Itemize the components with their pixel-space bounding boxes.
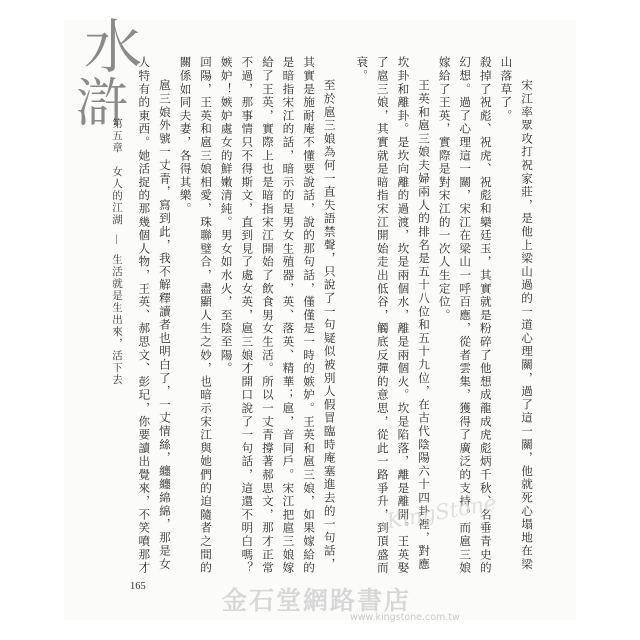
watermark-logo: KingStone (384, 490, 499, 534)
paragraph: 回陽，王英和扈三娘相愛，珠聯璧合，盡顯人生之妙，也暗示宋江與她們的迫隨者之間的關係如同夫妻，各得其樂。 (178, 56, 214, 575)
watermark-url: www.kingstone.com.tw (350, 612, 460, 623)
title-char-margin: 滸 (76, 74, 129, 134)
page-number: 165 (130, 581, 146, 592)
paragraph: 至於扈三娘為何一直失語禁聲，只說了一句疑似被別人假冒臨時庵塞進去的一句話，其實是施耐庵不懂要說話，說的那句話，僅僅是一時的嫉妒。王英和扈三娘，如果嫁給的是暗指宋江的話，暗示的是男女生殖器，英、落英、精華；扈，音同戶。宋江把扈三娘嫁給了王英，實際上也是暗指宋江開始了飲食男女生活。所以一丈青撐著郝思文，那才正常不過，那事情只不得斯文，直到見了處女英，扈三娘才開口說了一句話，這還不明白嗎？嫉妒！嫉妒處女的鮮嫩清純。男女如水火，至陰至陽。 (219, 56, 337, 575)
chapter-title: 第五章 女人的江湖 (111, 118, 123, 226)
paragraph: 扈三娘外號一丈青，寫到此，我不解釋讀者也明白了，一丈情絲，纏纏綿綿，那是女人特有的東西。她活捉的那幾個人物，王英、郝思文、彭玘，你要讀出覺來，不笑噴那才 (137, 56, 172, 575)
paragraph: 王英和扈三娘夫婦兩人的排名是五十八位和五十九位，在古代陰陽六十四卦裡，對應坎卦和離卦。是坎向離的過渡，坎是兩個水，離是兩個火。坎是陷落，離是離開。王英娶了扈三娘，其實就是暗指宋江開始走出低谷，觸底反彈的意思，從此一路爭升，到頂盛而衰。 (355, 56, 432, 575)
paragraph: 宋江率眾攻打祝家莊，是他上梁山過的一道心理關，過了這一關，他就死心塌地在梁山落草了。 (499, 56, 534, 572)
title-char-water: 水 (84, 13, 143, 81)
chapter-heading (110, 118, 125, 386)
watermark-store-name: 金石堂網路書店 (222, 586, 412, 615)
book-title-mark (76, 13, 143, 134)
chapter-separator: — (111, 233, 123, 246)
chapter-subtitle: 生活就是生出來，活下去 (111, 253, 123, 386)
paragraph: 殺掉了祝彪、祝虎、祝彪和欒廷玉，其實就是粉碎了他想成龍成虎彪炳千秋、名垂青史的幻想。過了心理這一關，宋江在梁山一呼百應，從者雲集，獲得了廣泛的支持。而扈三娘嫁給了王英，實際是對宋江的一次人生定位。 (437, 56, 493, 575)
